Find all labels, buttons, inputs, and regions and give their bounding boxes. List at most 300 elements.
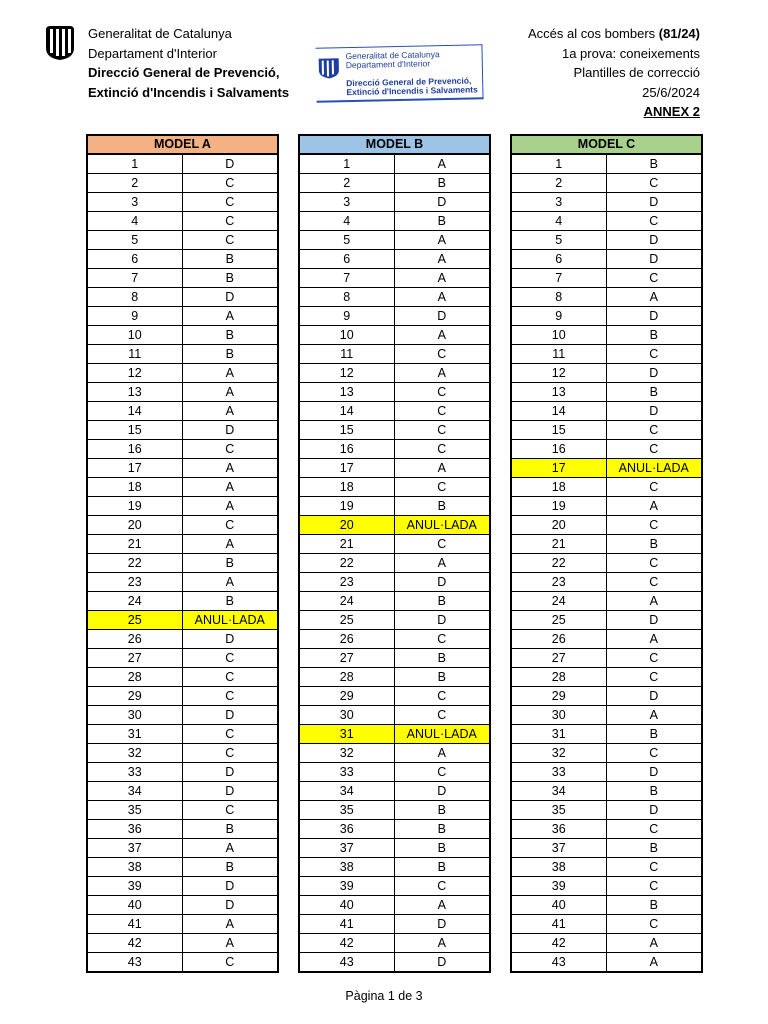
question-number: 42 — [299, 934, 394, 953]
answer-value: B — [394, 668, 490, 687]
table-row — [87, 478, 278, 497]
stamp-org: Generalitat de Catalunya — [345, 49, 440, 62]
page-number: Pàgina 1 de 3 — [345, 989, 423, 1003]
table-row — [299, 402, 490, 421]
question-number: 13 — [87, 383, 182, 402]
answer-value: B — [606, 326, 702, 345]
answer-value: A — [182, 478, 278, 497]
department-stamp-logo — [312, 44, 484, 100]
table-row — [299, 649, 490, 668]
question-number: 5 — [87, 231, 182, 250]
table-row — [511, 858, 702, 877]
table-row — [511, 326, 702, 345]
answer-value: C — [394, 345, 490, 364]
table-row — [299, 440, 490, 459]
question-number: 6 — [87, 250, 182, 269]
answer-value: A — [394, 459, 490, 478]
table-row — [511, 174, 702, 193]
table-row — [87, 402, 278, 421]
table-row — [299, 231, 490, 250]
question-number: 32 — [299, 744, 394, 763]
answer-value: B — [182, 269, 278, 288]
answer-value: D — [606, 763, 702, 782]
answer-value: D — [606, 687, 702, 706]
answer-value: A — [394, 154, 490, 174]
question-number: 9 — [511, 307, 606, 326]
question-number: 1 — [87, 154, 182, 174]
table-row — [87, 611, 278, 630]
answer-value: C — [606, 345, 702, 364]
table-row — [299, 782, 490, 801]
generalitat-seal-icon — [44, 26, 76, 60]
table-row — [87, 801, 278, 820]
table-row — [511, 782, 702, 801]
question-number: 6 — [511, 250, 606, 269]
table-row — [511, 154, 702, 174]
question-number: 6 — [299, 250, 394, 269]
question-number: 25 — [299, 611, 394, 630]
answer-value: C — [394, 877, 490, 896]
answer-value: B — [606, 535, 702, 554]
table-row — [299, 250, 490, 269]
question-number: 34 — [87, 782, 182, 801]
table-row — [87, 326, 278, 345]
question-number: 40 — [299, 896, 394, 915]
answer-value: B — [182, 554, 278, 573]
answer-value: B — [606, 725, 702, 744]
question-number: 43 — [511, 953, 606, 973]
answer-value: A — [394, 288, 490, 307]
question-number: 25 — [511, 611, 606, 630]
answer-value: C — [606, 573, 702, 592]
answer-value: A — [394, 326, 490, 345]
answer-value: C — [606, 744, 702, 763]
question-number: 28 — [87, 668, 182, 687]
table-row — [511, 706, 702, 725]
question-number: 18 — [299, 478, 394, 497]
question-number: 16 — [299, 440, 394, 459]
table-row — [511, 668, 702, 687]
answer-value: C — [606, 212, 702, 231]
answer-value: D — [394, 915, 490, 934]
table-row — [511, 345, 702, 364]
table-row — [511, 934, 702, 953]
answer-value: B — [182, 326, 278, 345]
table-row — [87, 668, 278, 687]
table-row — [87, 554, 278, 573]
table-row — [299, 345, 490, 364]
question-number: 22 — [299, 554, 394, 573]
answer-value: C — [182, 649, 278, 668]
table-row — [299, 953, 490, 973]
table-row — [87, 212, 278, 231]
answer-value: A — [394, 269, 490, 288]
question-number: 28 — [511, 668, 606, 687]
question-number: 37 — [87, 839, 182, 858]
answer-value: B — [182, 250, 278, 269]
table-row — [511, 231, 702, 250]
question-number: 35 — [299, 801, 394, 820]
question-number: 24 — [87, 592, 182, 611]
answer-value: C — [394, 630, 490, 649]
answer-table-model-b — [298, 134, 491, 973]
question-number: 26 — [87, 630, 182, 649]
question-number: 12 — [87, 364, 182, 383]
question-number: 21 — [299, 535, 394, 554]
question-number: 5 — [511, 231, 606, 250]
table-row — [511, 250, 702, 269]
question-number: 27 — [299, 649, 394, 668]
table-row — [87, 250, 278, 269]
question-number: 10 — [87, 326, 182, 345]
question-number: 1 — [299, 154, 394, 174]
question-number: 4 — [299, 212, 394, 231]
question-number: 28 — [299, 668, 394, 687]
answer-value: D — [606, 193, 702, 212]
question-number: 2 — [299, 174, 394, 193]
table-row — [87, 497, 278, 516]
table-row — [299, 478, 490, 497]
answer-value: A — [182, 364, 278, 383]
table-row — [299, 421, 490, 440]
table-row — [87, 535, 278, 554]
question-number: 36 — [511, 820, 606, 839]
table-row — [299, 288, 490, 307]
question-number: 24 — [511, 592, 606, 611]
question-number: 23 — [87, 573, 182, 592]
question-number: 36 — [299, 820, 394, 839]
table-row — [299, 820, 490, 839]
question-number: 32 — [511, 744, 606, 763]
question-number: 22 — [511, 554, 606, 573]
question-number: 36 — [87, 820, 182, 839]
table-row — [511, 744, 702, 763]
answer-value: A — [606, 288, 702, 307]
answer-value: D — [394, 573, 490, 592]
table-row — [511, 896, 702, 915]
question-number: 3 — [87, 193, 182, 212]
table-row — [299, 858, 490, 877]
question-number: 35 — [87, 801, 182, 820]
answer-value: D — [182, 630, 278, 649]
question-number: 30 — [299, 706, 394, 725]
table-row — [87, 154, 278, 174]
question-number: 14 — [511, 402, 606, 421]
answer-value: C — [394, 440, 490, 459]
question-number: 30 — [87, 706, 182, 725]
table-row — [511, 763, 702, 782]
question-number: 8 — [299, 288, 394, 307]
exam-date: 25/6/2024 — [642, 84, 700, 100]
answer-value: C — [182, 212, 278, 231]
table-row — [299, 212, 490, 231]
answer-value: D — [606, 611, 702, 630]
stamp-seal-icon — [318, 56, 341, 83]
answer-value: A — [394, 896, 490, 915]
question-number: 26 — [299, 630, 394, 649]
question-number: 25 — [87, 611, 182, 630]
answer-value: C — [394, 383, 490, 402]
stamp-dept: Departament d'Interior — [345, 58, 431, 71]
answer-value: B — [394, 839, 490, 858]
answer-value: A — [394, 934, 490, 953]
table-row — [511, 440, 702, 459]
table-row — [87, 630, 278, 649]
question-number: 5 — [299, 231, 394, 250]
table-row — [299, 725, 490, 744]
annulled-answer: ANUL·LADA — [606, 459, 702, 478]
table-row — [511, 269, 702, 288]
answer-value: D — [606, 364, 702, 383]
table-row — [299, 896, 490, 915]
table-row — [299, 154, 490, 174]
question-number: 11 — [511, 345, 606, 364]
table-row — [87, 915, 278, 934]
answer-value: A — [606, 934, 702, 953]
question-number: 21 — [87, 535, 182, 554]
table-row — [87, 877, 278, 896]
answer-value: C — [182, 231, 278, 250]
question-number: 39 — [87, 877, 182, 896]
table-row — [511, 288, 702, 307]
question-number: 3 — [299, 193, 394, 212]
table-row — [511, 801, 702, 820]
answer-value: C — [606, 269, 702, 288]
exam-title: Accés al cos bombers (81/24) — [528, 26, 700, 41]
answer-value: D — [182, 877, 278, 896]
table-row — [87, 231, 278, 250]
header-left — [44, 24, 289, 102]
answer-value: B — [182, 820, 278, 839]
question-number: 29 — [87, 687, 182, 706]
department-name: Departament d'Interior — [88, 45, 217, 61]
table-row — [511, 649, 702, 668]
table-row — [511, 592, 702, 611]
question-number: 43 — [87, 953, 182, 973]
question-number: 37 — [299, 839, 394, 858]
table-row — [511, 687, 702, 706]
exam-test: 1a prova: coneixements — [561, 45, 700, 61]
answer-value: C — [606, 668, 702, 687]
question-number: 43 — [299, 953, 394, 973]
answer-value: D — [394, 782, 490, 801]
question-number: 3 — [511, 193, 606, 212]
table-row — [299, 630, 490, 649]
table-row — [511, 421, 702, 440]
table-row — [87, 687, 278, 706]
question-number: 17 — [511, 459, 606, 478]
answer-value: D — [606, 402, 702, 421]
question-number: 4 — [511, 212, 606, 231]
answer-value: A — [182, 307, 278, 326]
question-number: 29 — [511, 687, 606, 706]
answer-value: A — [394, 250, 490, 269]
question-number: 18 — [87, 478, 182, 497]
question-number: 34 — [511, 782, 606, 801]
answer-value: A — [182, 934, 278, 953]
answer-value: C — [606, 915, 702, 934]
answer-value: A — [182, 915, 278, 934]
answer-value: A — [394, 364, 490, 383]
question-number: 4 — [87, 212, 182, 231]
question-number: 38 — [87, 858, 182, 877]
table-row — [511, 193, 702, 212]
annex-label: ANNEX 2 — [643, 104, 700, 119]
answer-value: C — [606, 174, 702, 193]
question-number: 20 — [87, 516, 182, 535]
table-row — [87, 573, 278, 592]
answer-value: A — [182, 497, 278, 516]
annulled-answer: ANUL·LADA — [182, 611, 278, 630]
question-number: 29 — [299, 687, 394, 706]
answer-value: B — [394, 212, 490, 231]
question-number: 40 — [511, 896, 606, 915]
question-number: 24 — [299, 592, 394, 611]
table-row — [299, 934, 490, 953]
table-row — [87, 782, 278, 801]
table-row — [511, 459, 702, 478]
answer-value: C — [394, 687, 490, 706]
answer-value: D — [182, 288, 278, 307]
answer-value: A — [606, 497, 702, 516]
table-row — [511, 402, 702, 421]
table-row — [299, 706, 490, 725]
table-row — [87, 953, 278, 973]
question-number: 19 — [87, 497, 182, 516]
question-number: 9 — [299, 307, 394, 326]
question-number: 12 — [299, 364, 394, 383]
answer-value: A — [182, 839, 278, 858]
answer-value: B — [182, 345, 278, 364]
question-number: 18 — [511, 478, 606, 497]
answer-value: C — [606, 478, 702, 497]
answer-value: C — [394, 478, 490, 497]
answer-value: B — [606, 154, 702, 174]
answer-value: A — [394, 554, 490, 573]
answer-value: C — [606, 516, 702, 535]
question-number: 42 — [511, 934, 606, 953]
table-row — [511, 535, 702, 554]
table-row — [299, 326, 490, 345]
table-header-model-c: MODEL C — [511, 135, 702, 154]
table-row — [87, 364, 278, 383]
answer-value: C — [394, 535, 490, 554]
question-number: 31 — [299, 725, 394, 744]
answer-value: B — [394, 820, 490, 839]
table-row — [511, 915, 702, 934]
question-number: 41 — [299, 915, 394, 934]
table-row — [299, 516, 490, 535]
question-number: 2 — [511, 174, 606, 193]
answer-value: C — [606, 440, 702, 459]
table-row — [299, 611, 490, 630]
question-number: 31 — [511, 725, 606, 744]
answer-value: C — [182, 953, 278, 973]
question-number: 33 — [511, 763, 606, 782]
answer-table-model-a — [86, 134, 279, 973]
question-number: 34 — [299, 782, 394, 801]
table-header-model-b: MODEL B — [299, 135, 490, 154]
table-row — [299, 459, 490, 478]
question-number: 33 — [299, 763, 394, 782]
answer-value: A — [182, 402, 278, 421]
answer-value: C — [182, 687, 278, 706]
table-row — [87, 744, 278, 763]
question-number: 42 — [87, 934, 182, 953]
answer-value: C — [606, 877, 702, 896]
table-row — [299, 193, 490, 212]
answer-value: D — [394, 307, 490, 326]
annulled-answer: ANUL·LADA — [394, 725, 490, 744]
table-row — [299, 307, 490, 326]
answer-value: B — [606, 839, 702, 858]
answer-value: A — [394, 744, 490, 763]
table-row — [87, 858, 278, 877]
question-number: 10 — [299, 326, 394, 345]
answer-value: B — [394, 174, 490, 193]
question-number: 11 — [87, 345, 182, 364]
question-number: 22 — [87, 554, 182, 573]
answer-value: B — [182, 858, 278, 877]
answer-value: C — [394, 763, 490, 782]
table-row — [511, 307, 702, 326]
question-number: 40 — [87, 896, 182, 915]
question-number: 37 — [511, 839, 606, 858]
answer-value: C — [182, 668, 278, 687]
table-row — [299, 174, 490, 193]
table-row — [299, 383, 490, 402]
table-row — [511, 573, 702, 592]
directorate-line2: Extinció d'Incendis i Salvaments — [88, 84, 290, 100]
answer-value: C — [182, 440, 278, 459]
table-row — [87, 649, 278, 668]
answer-value: A — [606, 953, 702, 973]
table-row — [299, 535, 490, 554]
question-number: 14 — [299, 402, 394, 421]
table-row — [87, 307, 278, 326]
table-row — [511, 497, 702, 516]
answer-value: D — [394, 953, 490, 973]
table-row — [87, 193, 278, 212]
header-right — [528, 24, 700, 122]
question-number: 7 — [87, 269, 182, 288]
answer-value: A — [182, 459, 278, 478]
question-number: 21 — [511, 535, 606, 554]
table-header-model-a: MODEL A — [87, 135, 278, 154]
question-number: 11 — [299, 345, 394, 364]
answer-value: B — [394, 497, 490, 516]
question-number: 27 — [511, 649, 606, 668]
table-row — [511, 630, 702, 649]
answer-value: D — [182, 782, 278, 801]
answer-value: B — [606, 383, 702, 402]
question-number: 15 — [511, 421, 606, 440]
table-row — [87, 934, 278, 953]
answer-value: C — [394, 706, 490, 725]
table-row — [299, 763, 490, 782]
table-row — [299, 554, 490, 573]
table-row — [87, 839, 278, 858]
answer-value: B — [394, 649, 490, 668]
table-row — [511, 478, 702, 497]
question-number: 7 — [511, 269, 606, 288]
table-row — [299, 668, 490, 687]
table-row — [299, 269, 490, 288]
answer-value: A — [182, 535, 278, 554]
question-number: 39 — [511, 877, 606, 896]
answer-value: A — [606, 706, 702, 725]
annulled-answer: ANUL·LADA — [394, 516, 490, 535]
